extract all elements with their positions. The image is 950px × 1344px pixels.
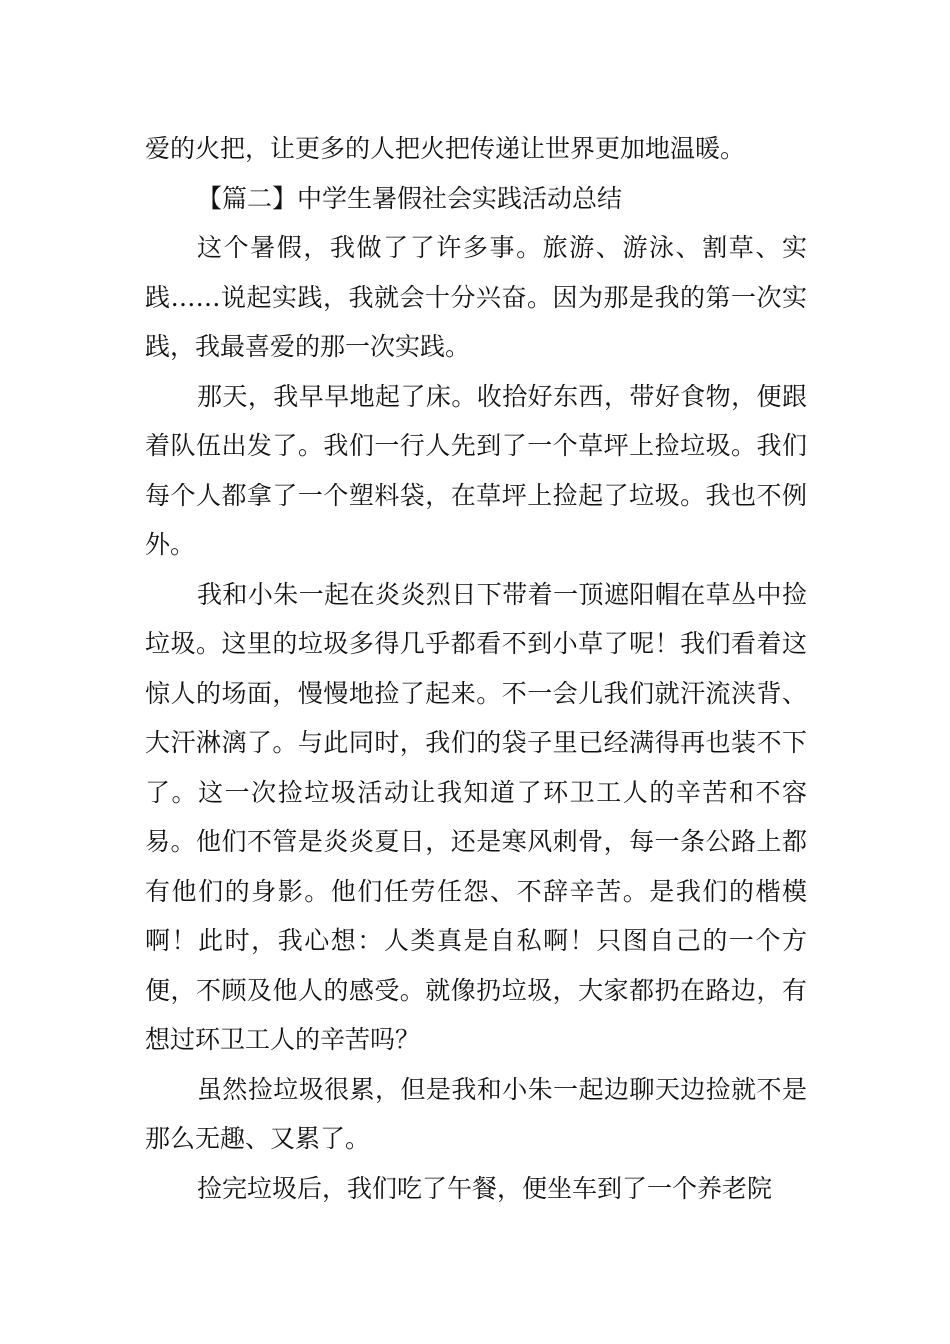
paragraph: 我和小朱一起在炎炎烈日下带着一顶遮阳帽在草丛中捡垃圾。这里的垃圾多得几乎都看不到小草了呢！我们看着这惊人的场面，慢慢地捡了起来。不一会儿我们就汗流浃背、大汗淋漓了。与此同时，我们的袋子里已经满得再也装不下了。这一次捡垃圾活动让我知道了环卫工人的辛苦和不容易。他们不管是炎炎夏日，还是寒风刺骨，每一条公路上都有他们的身影。他们任劳任怨、不辞辛苦。是我们的楷模啊！此时，我心想：人类真是自私啊！只图自己的一个方便，不顾及他人的感受。就像扔垃圾，大家都扔在路边，有想过环卫工人的辛苦吗？ <box>145 579 807 1054</box>
paragraph-continuation: 爱的火把，让更多的人把火把传递让世界更加地温暖。 <box>145 134 746 163</box>
paragraph: 这个暑假，我做了了许多事。旅游、游泳、割草、实践……说起实践，我就会十分兴奋。因为那是我的第一次实践，我最喜爱的那一次实践。 <box>145 233 807 361</box>
document-body <box>145 124 807 1213</box>
section-heading: 【篇二】中学生暑假社会实践活动总结 <box>197 183 623 213</box>
paragraph-partial: 捡完垃圾后，我们吃了午餐，便坐车到了一个养老院 <box>197 1173 773 1203</box>
paragraph: 那天，我早早地起了床。收拾好东西，带好食物，便跟着队伍出发了。我们一行人先到了一个草坪上捡垃圾。我们每个人都拿了一个塑料袋，在草坪上捡起了垃圾。我也不例外。 <box>145 381 807 559</box>
paragraph: 虽然捡垃圾很累，但是我和小朱一起边聊天边捡就不是那么无趣、又累了。 <box>145 1074 807 1153</box>
